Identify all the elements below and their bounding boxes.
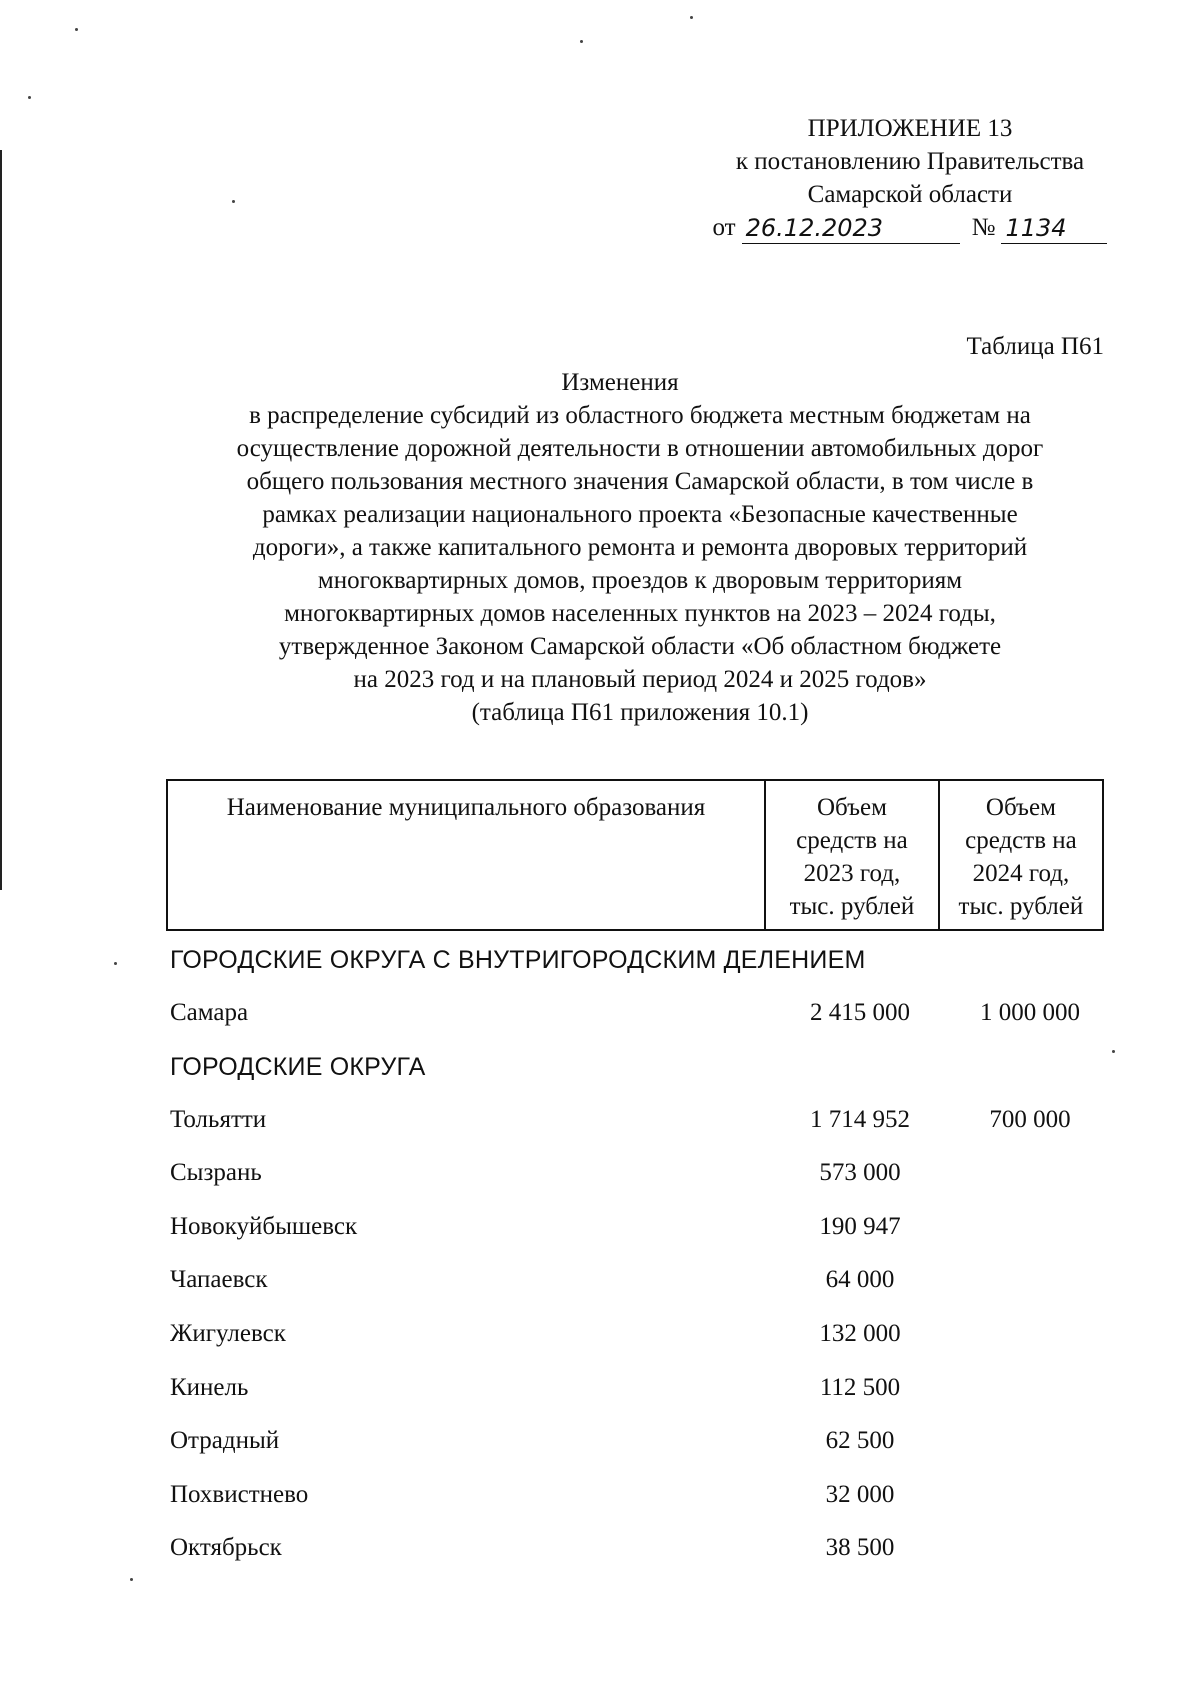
amount-2023 (770, 1582, 950, 1636)
header-2023-column (765, 780, 939, 930)
scan-speck (580, 40, 583, 43)
amount-2023: 2 415 000 (810, 999, 910, 1026)
header-2024-line: тыс. рублей (958, 893, 1084, 920)
scan-speck (114, 962, 117, 965)
amount-2024: 700 000 (989, 1105, 1071, 1133)
scan-speck (130, 1578, 133, 1581)
handwritten-date: 26.12.2023 (742, 213, 960, 244)
municipality-name: Кинель (170, 1373, 249, 1401)
title-line: многоквартирных домов, проездов к дворовым территориям (317, 567, 963, 594)
municipality-name: Новокуйбышевск (170, 1212, 358, 1240)
table-row (170, 1100, 1110, 1154)
municipality-name (170, 1582, 770, 1636)
title-reference: (таблица П61 приложения 10.1) (471, 699, 809, 726)
amount-2024 (950, 1260, 1110, 1314)
amount-2024: 1 000 000 (980, 999, 1080, 1026)
title-line: утвержденное Законом Самарской области «Об областном бюджете (278, 633, 1002, 660)
date-number-line (690, 211, 1130, 244)
amount-2023: 573 000 (819, 1159, 901, 1187)
amount-2023: 38 500 (825, 1534, 895, 1562)
title-line: многоквартирных домов населенных пунктов на 2023 – 2024 годы, (284, 600, 996, 627)
header-2023-line: тыс. рублей (789, 893, 915, 920)
title-line: в распределение субсидий из областного бюджета местным бюджетам на (249, 402, 1031, 429)
title-line: дороги», а также капитального ремонта и ремонта дворовых территорий (252, 534, 1028, 561)
region-name: Самарской области (807, 181, 1013, 208)
section-heading: ГОРОДСКИЕ ОКРУГА С ВНУТРИГОРОДСКИМ ДЕЛЕНИЕМ (170, 946, 866, 974)
table-row (170, 993, 1110, 1047)
municipality-name: Чапаевск (170, 1266, 268, 1294)
date-prefix: от (712, 214, 736, 241)
scan-speck (75, 28, 78, 31)
scan-speck (232, 200, 235, 203)
handwritten-number: 1134 (1001, 213, 1107, 244)
amount-2024 (950, 1528, 1110, 1582)
amount-2024 (950, 1207, 1110, 1261)
table-header (166, 779, 1104, 931)
municipality-name: Самара (170, 999, 249, 1026)
header-2023-line: средств на (796, 827, 908, 854)
table-body (170, 940, 1110, 1636)
municipality-name: Тольятти (170, 1105, 267, 1133)
amount-2024 (950, 1153, 1110, 1207)
header-name-label: Наименование муниципального образования (226, 794, 706, 821)
amount-2023: 32 000 (825, 1480, 895, 1508)
table-header-row (167, 780, 1103, 930)
table-row (170, 1421, 1110, 1475)
table-row (170, 1153, 1110, 1207)
amount-2024 (950, 1475, 1110, 1529)
amount-2023: 62 500 (825, 1427, 895, 1455)
table-label: Таблица П61 (966, 333, 1104, 360)
amount-2024 (950, 1582, 1110, 1636)
scan-speck (690, 16, 693, 19)
municipality-name: Похвистнево (170, 1480, 309, 1508)
amount-2023: 132 000 (819, 1319, 901, 1347)
table-row (170, 1260, 1110, 1314)
amount-2023: 64 000 (825, 1266, 895, 1294)
municipality-name: Октябрьск (170, 1534, 282, 1562)
amount-2024 (950, 1314, 1110, 1368)
amount-2024 (950, 1368, 1110, 1422)
amount-2024 (950, 1421, 1110, 1475)
table-row (170, 1475, 1110, 1529)
number-prefix: № (971, 214, 996, 241)
amount-2023: 190 947 (819, 1212, 901, 1240)
title-line: рамках реализации национального проекта «Безопасные качественные (262, 501, 1018, 528)
amount-2023: 1 714 952 (810, 1105, 910, 1133)
table-row (170, 1582, 1110, 1636)
table-row (170, 1528, 1110, 1582)
table-row (170, 1207, 1110, 1261)
table-row (170, 1314, 1110, 1368)
header-2024-line: средств на (965, 827, 1077, 854)
appendix-number: ПРИЛОЖЕНИЕ 13 (807, 115, 1013, 142)
header-2024-line: Объем (985, 794, 1056, 821)
section-heading: ГОРОДСКИЕ ОКРУГА (170, 1052, 426, 1081)
municipality-name: Сызрань (170, 1159, 262, 1187)
title-heading: Изменения (561, 369, 679, 396)
title-line: общего пользования местного значения Самарской области, в том числе в (246, 468, 1034, 495)
approval-block (690, 112, 1130, 244)
header-2024-column (939, 780, 1103, 930)
resolution-reference: к постановлению Правительства (735, 148, 1085, 175)
table-row (170, 1368, 1110, 1422)
scan-speck (28, 96, 31, 99)
header-2023-line: 2023 год, (803, 860, 901, 887)
header-name-column (167, 780, 765, 930)
municipality-name: Отрадный (170, 1427, 280, 1455)
scan-speck (1112, 1050, 1115, 1053)
title-line: на 2023 год и на плановый период 2024 и 2025 годов» (353, 666, 927, 693)
amount-2023: 112 500 (819, 1373, 901, 1401)
header-2023-line: Объем (816, 794, 887, 821)
title-line: осуществление дорожной деятельности в отношении автомобильных дорог (236, 435, 1044, 462)
scan-edge-line (0, 150, 2, 890)
header-2024-line: 2024 год, (972, 860, 1070, 887)
municipality-name: Жигулевск (170, 1319, 286, 1347)
document-title (160, 366, 1120, 729)
